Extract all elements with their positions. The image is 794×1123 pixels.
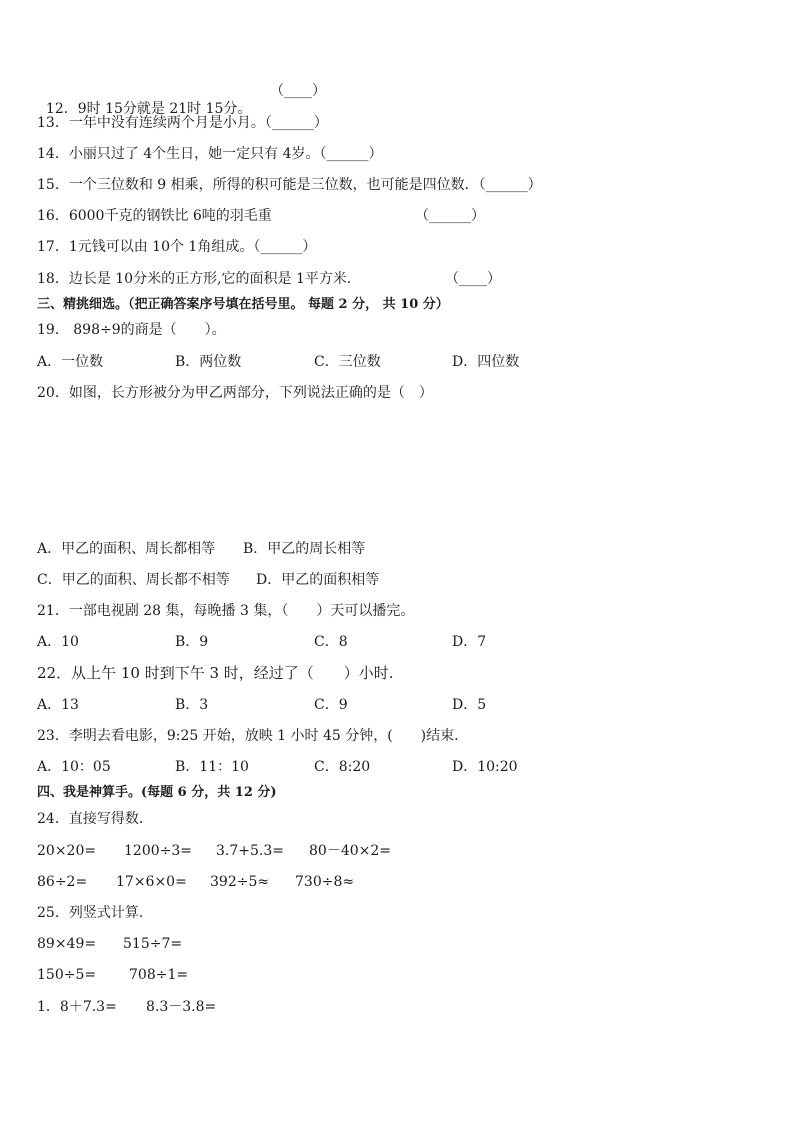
option-c: C．8: [314, 634, 348, 650]
section-title: 三、精挑细选。（把正确答案序号填在括号里。 每题 2 分， 共 10 分）: [37, 297, 449, 312]
calc-item: 86÷2=: [37, 874, 88, 890]
question-20: 20．如图，长方形被分为甲乙两部分，下列说法正确的是（ ）: [37, 385, 433, 401]
option-b: B．两位数: [175, 354, 242, 370]
option-c: C．8:20: [314, 759, 371, 775]
calc-item: 392÷5≈: [210, 874, 270, 890]
question-12: [37, 82, 251, 118]
option-d: D．7: [452, 634, 487, 650]
calc-item: 89×49=: [37, 936, 97, 952]
question-19: 19． 898÷9的商是（ ）。: [37, 322, 226, 338]
question-18: 18．边长是 10分米的正方形,它的面积是 1平方米．: [37, 271, 361, 287]
calc-item: 150÷5=: [37, 967, 97, 983]
question-25: 25．列竖式计算．: [37, 905, 153, 921]
option-d: D．10:20: [452, 759, 518, 775]
option-a: A．10：05: [37, 759, 111, 775]
option-d: D．甲乙的面积相等: [256, 572, 380, 588]
option-c: C．三位数: [314, 354, 381, 370]
answer-blank: （______）: [415, 208, 485, 224]
option-c: C．9: [314, 697, 348, 713]
calc-item: 708÷1=: [129, 967, 189, 983]
option-a: A．10: [37, 634, 79, 650]
calc-item: 515÷7=: [123, 936, 183, 952]
answer-blank: （____）: [270, 83, 326, 99]
calc-item: 1200÷3=: [124, 843, 192, 859]
option-c: C．甲乙的面积、周长都不相等: [37, 572, 230, 588]
calc-item: 20×20=: [37, 843, 97, 859]
question-23: 23．李明去看电影，9:25 开始，放映 1 小时 45 分钟，( )结束.: [37, 728, 459, 744]
option-a: A．一位数: [37, 354, 104, 370]
section-title: 四、我是神算手。(每题 6 分，共 12 分): [37, 785, 277, 800]
option-d: D．四位数: [452, 354, 520, 370]
question-24: 24．直接写得数．: [37, 811, 153, 827]
question-14: 14．小丽只过了 4个生日，她一定只有 4岁。（______）: [37, 146, 383, 162]
calc-item: 1．8＋7.3=: [37, 999, 117, 1015]
question-13: 13．一年中没有连续两个月是小月。（______）: [37, 115, 328, 131]
answer-blank: （____）: [445, 271, 501, 287]
option-a: A．13: [37, 697, 79, 713]
question-16: 16．6000千克的钢铁比 6吨的羽毛重: [37, 208, 272, 224]
option-a: A．甲乙的面积、周长都相等: [37, 541, 216, 557]
question-text: 12．9时 15分就是 21时 15分。: [45, 101, 252, 117]
question-21: 21．一部电视剧 28 集，每晚播 3 集，（ ）天可以播完。: [37, 603, 415, 619]
option-b: B．3: [175, 697, 209, 713]
calc-item: 8.3－3.8=: [146, 999, 217, 1015]
calc-item: 730÷8≈: [295, 874, 355, 890]
calc-item: 80－40×2=: [309, 843, 391, 859]
calc-item: 3.7+5.3=: [216, 843, 284, 859]
question-15: 15．一个三位数和 9 相乘，所得的积可能是三位数，也可能是四位数．（______）: [37, 177, 542, 193]
option-b: B．9: [175, 634, 209, 650]
question-22: 22．从上午 10 时到下午 3 时，经过了（ ）小时.: [37, 664, 394, 682]
calc-item: 17×6×0=: [116, 874, 187, 890]
option-b: B．11：10: [175, 759, 249, 775]
question-17: 17．1元钱可以由 10个 1角组成。（______）: [37, 239, 317, 255]
option-b: B．甲乙的周长相等: [243, 541, 366, 557]
option-d: D．5: [452, 697, 487, 713]
